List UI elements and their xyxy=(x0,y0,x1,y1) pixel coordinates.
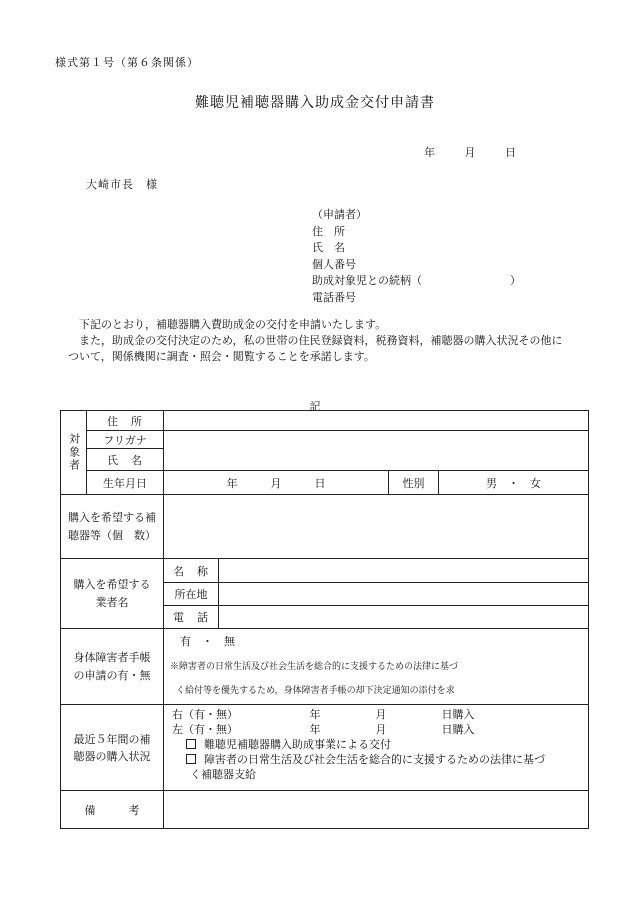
recent-option-1-label: 難聴児補聴器購入助成事業による交付 xyxy=(204,738,391,751)
vendor-name-label: 名 称 xyxy=(164,559,219,583)
vendor-phone-field[interactable] xyxy=(219,606,589,629)
checkbox-icon[interactable] xyxy=(186,739,196,749)
disability-note-1: ※障害者の日常生活及び社会生活を総合的に支援するための法律に基づ xyxy=(170,662,459,672)
body-paragraph-1: 下記のとおり，補聴器購入費助成金の交付を申請いたします。 xyxy=(79,318,387,331)
name-label: 氏 名 xyxy=(87,449,164,471)
date-month: 月 xyxy=(464,146,476,159)
device-label: 購入を希望する補聴器等（個 数） xyxy=(61,495,164,559)
applicant-heading: （申請者） xyxy=(312,208,367,221)
ki-heading: 記 xyxy=(309,400,321,413)
applicant-name-label: 氏 名 xyxy=(312,241,345,254)
remarks-label: 備 考 xyxy=(61,791,164,829)
disability-value[interactable]: 有 ・ 無 xyxy=(180,635,235,648)
date-line xyxy=(424,144,516,160)
addressee: 大崎市長 様 xyxy=(86,178,158,191)
disability-label: 身体障害者手帳の申請の有・無 xyxy=(61,629,164,705)
sex-field[interactable]: 男 ・ 女 xyxy=(439,471,589,495)
date-year: 年 xyxy=(424,146,435,159)
sex-label: 性別 xyxy=(389,471,439,495)
applicant-address-label: 住 所 xyxy=(312,224,345,238)
recent-right[interactable]: 右（有・無） 年 月 日購入 xyxy=(172,708,475,721)
disability-cell xyxy=(164,629,589,705)
recent-purchase-cell xyxy=(164,705,589,791)
recent-option-2[interactable] xyxy=(172,752,580,767)
recent-option-1[interactable] xyxy=(172,737,580,752)
device-field[interactable] xyxy=(164,495,589,559)
applicant-relationship-label: 助成対象児との続柄（ ） xyxy=(312,274,521,287)
dob-field[interactable]: 年 月 日 xyxy=(164,471,389,495)
recent-option-2-label: 障害者の日常生活及び社会生活を総合的に支援するための法律に基づ xyxy=(204,753,545,766)
vendor-location-field[interactable] xyxy=(219,583,589,606)
applicant-personal-number-label: 個人番号 xyxy=(312,257,356,271)
furigana-label: フリガナ xyxy=(87,431,164,449)
page-title: 難聴児補聴器購入助成金交付申請書 xyxy=(195,95,435,111)
checkbox-icon[interactable] xyxy=(186,754,196,764)
application-table xyxy=(60,410,589,829)
name-field[interactable] xyxy=(164,431,589,471)
date-day: 日 xyxy=(505,146,516,159)
form-number: 様式第１号（第６条関係） xyxy=(55,56,199,69)
remarks-field[interactable] xyxy=(164,791,589,829)
recent-left[interactable]: 左（有・無） 年 月 日購入 xyxy=(172,723,475,736)
body-text xyxy=(68,317,568,365)
address-label: 住 所 xyxy=(87,411,164,431)
vendor-phone-label: 電 話 xyxy=(164,606,219,629)
address-field[interactable] xyxy=(164,411,589,431)
applicant-block xyxy=(312,207,521,306)
disability-note-2: く給付等を優先するため，身体障害者手帳の却下決定通知の添付を求 xyxy=(176,686,455,696)
subject-label: 対象者 xyxy=(61,411,87,495)
vendor-name-field[interactable] xyxy=(219,559,589,583)
dob-label: 生年月日 xyxy=(87,471,164,495)
applicant-phone-label: 電話番号 xyxy=(312,290,356,304)
vendor-label: 購入を希望する業者名 xyxy=(61,559,164,629)
vendor-location-label: 所在地 xyxy=(164,583,219,606)
recent-option-2-cont: く補聴器支給 xyxy=(190,768,256,781)
recent-purchase-label: 最近５年間の補聴器の購入状況 xyxy=(61,705,164,791)
body-paragraph-2: また，助成金の交付決定のため，私の世帯の住民登録資料，税務資料，補聴器の購入状況その他について，関係機関に調査・照会・閲覧することを承諾します。 xyxy=(68,334,563,363)
